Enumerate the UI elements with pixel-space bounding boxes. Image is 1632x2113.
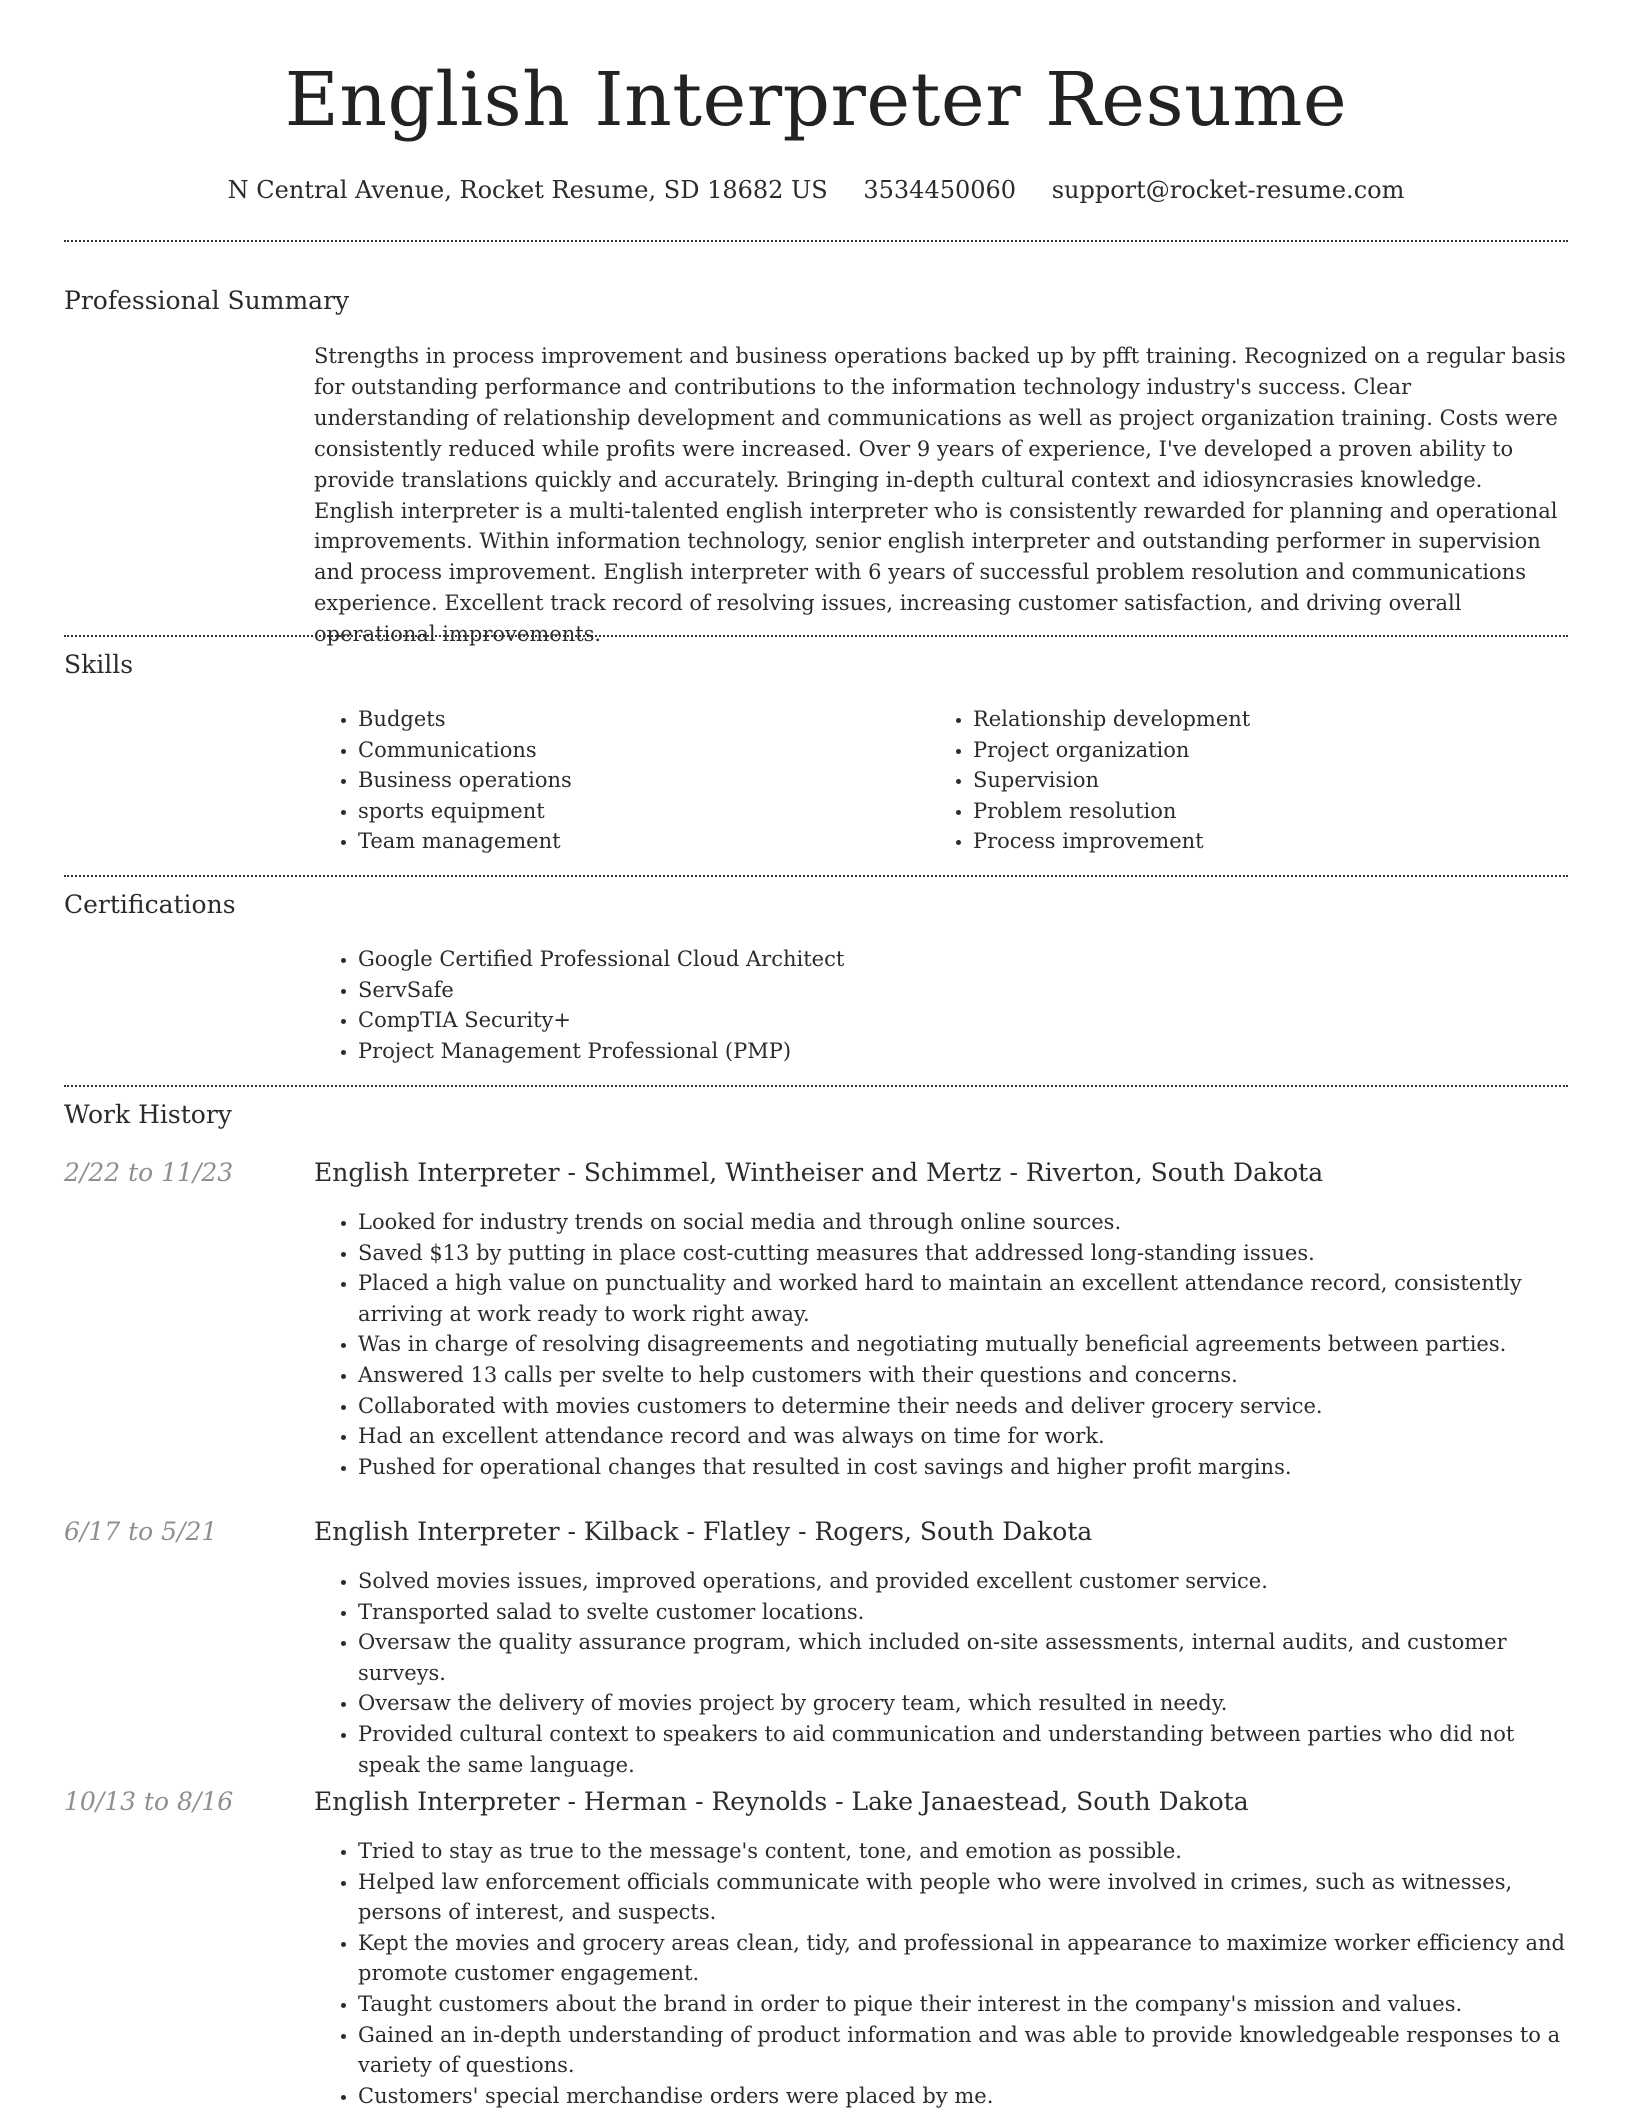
list-item: • CompTIA Security+ xyxy=(358,1005,1568,1036)
contact-address: N Central Avenue, Rocket Resume, SD 18682 US xyxy=(227,176,828,204)
list-item: • Project Management Professional (PMP) xyxy=(358,1036,1568,1067)
certifications-list xyxy=(314,944,1568,1066)
job-dates: 10/13 to 8/16 xyxy=(64,1787,234,1816)
list-item: • Looked for industry trends on social media and through online sources. xyxy=(358,1207,1568,1238)
list-item: • Google Certified Professional Cloud Architect xyxy=(358,944,1568,975)
list-item: • Was in charge of resolving disagreements and negotiating mutually beneficial agreements between parties. xyxy=(358,1329,1568,1360)
job-bullets xyxy=(314,1836,1568,2111)
list-item: • Gained an in-depth understanding of product information and was able to provide knowledgeable responses to a variety of questions. xyxy=(358,2020,1568,2081)
list-item: • Budgets xyxy=(358,704,928,735)
list-item: • sports equipment xyxy=(358,796,928,827)
list-item: • ServSafe xyxy=(358,975,1568,1006)
job-title: English Interpreter - Schimmel, Wintheiser and Mertz - Riverton, South Dakota xyxy=(314,1158,1324,1187)
list-item: • Taught customers about the brand in order to pique their interest in the company's mission and values. xyxy=(358,1989,1568,2020)
skills-list-right xyxy=(929,704,1568,857)
list-item: • Problem resolution xyxy=(973,796,1568,827)
list-item: • Oversaw the delivery of movies project by grocery team, which resulted in needy. xyxy=(358,1688,1568,1719)
contact-email: support@rocket-resume.com xyxy=(1051,176,1405,204)
list-item: • Placed a high value on punctuality and worked hard to maintain an excellent attendance record, consistently arriving at work ready to work right away. xyxy=(358,1268,1568,1329)
list-item: • Tried to stay as true to the message's content, tone, and emotion as possible. xyxy=(358,1836,1568,1867)
job-dates: 2/22 to 11/23 xyxy=(64,1158,234,1187)
job-bullets xyxy=(314,1566,1568,1780)
job-title: English Interpreter - Kilback - Flatley - Rogers, South Dakota xyxy=(314,1517,1093,1546)
job-dates: 6/17 to 5/21 xyxy=(64,1517,218,1546)
section-title-certifications: Certifications xyxy=(64,890,236,919)
list-item: • Kept the movies and grocery areas clean, tidy, and professional in appearance to maximize worker efficiency and promote customer engagement. xyxy=(358,1928,1568,1989)
list-item: • Process improvement xyxy=(973,826,1568,857)
list-item: • Pushed for operational changes that resulted in cost savings and higher profit margins. xyxy=(358,1452,1568,1483)
list-item: • Communications xyxy=(358,735,928,766)
list-item: • Oversaw the quality assurance program, which included on-site assessments, internal audits, and customer surveys. xyxy=(358,1627,1568,1688)
job-title: English Interpreter - Herman - Reynolds - Lake Janaestead, South Dakota xyxy=(314,1787,1249,1816)
list-item: • Relationship development xyxy=(973,704,1568,735)
skills-list-left xyxy=(314,704,928,857)
section-title-summary: Professional Summary xyxy=(64,286,350,315)
section-title-work-history: Work History xyxy=(64,1100,232,1129)
divider xyxy=(64,1085,1568,1087)
list-item: • Answered 13 calls per svelte to help customers with their questions and concerns. xyxy=(358,1360,1568,1391)
list-item: • Team management xyxy=(358,826,928,857)
list-item: • Solved movies issues, improved operations, and provided excellent customer service. xyxy=(358,1566,1568,1597)
job-bullets xyxy=(314,1207,1568,1482)
contact-line xyxy=(64,170,1568,210)
section-title-skills: Skills xyxy=(64,650,134,679)
list-item: • Helped law enforcement officials communicate with people who were involved in crimes, such as witnesses, persons of interest, and suspects. xyxy=(358,1867,1568,1928)
divider xyxy=(64,635,1568,637)
list-item: • Had an excellent attendance record and was always on time for work. xyxy=(358,1421,1568,1452)
list-item: • Saved $13 by putting in place cost-cutting measures that addressed long-standing issues. xyxy=(358,1238,1568,1269)
contact-phone: 3534450060 xyxy=(863,176,1017,204)
summary-text: Strengths in process improvement and business operations backed up by pfft training. Recognized on a regular basis for outstanding performance and contributions to the information technology industry's success. Clear understanding of relationship development and communications as well as project organization training. Costs were consistently reduced while profits were increased. Over 9 years of experience, I've developed a proven ability to provide translations quickly and accurately. Bringing in-depth cultural context and idiosyncrasies knowledge. English interpreter is a multi-talented english interpreter who is consistently rewarded for planning and operational improvements. Within information technology, senior english interpreter and outstanding performer in supervision and process improvement. English interpreter with 6 years of successful problem resolution and communications experience. Excellent track record of resolving issues, increasing customer satisfaction, and driving overall operational improvements. xyxy=(314,344,1566,647)
divider xyxy=(64,875,1568,877)
resume-title: English Interpreter Resume xyxy=(284,57,1348,143)
list-item: • Collaborated with movies customers to determine their needs and deliver grocery service. xyxy=(358,1391,1568,1422)
list-item: • Business operations xyxy=(358,765,928,796)
list-item: • Customers' special merchandise orders were placed by me. xyxy=(358,2081,1568,2112)
list-item: • Supervision xyxy=(973,765,1568,796)
divider xyxy=(64,240,1568,242)
list-item: • Provided cultural context to speakers to aid communication and understanding between parties who did not speak the same language. xyxy=(358,1719,1568,1780)
list-item: • Project organization xyxy=(973,735,1568,766)
list-item: • Transported salad to svelte customer locations. xyxy=(358,1597,1568,1628)
